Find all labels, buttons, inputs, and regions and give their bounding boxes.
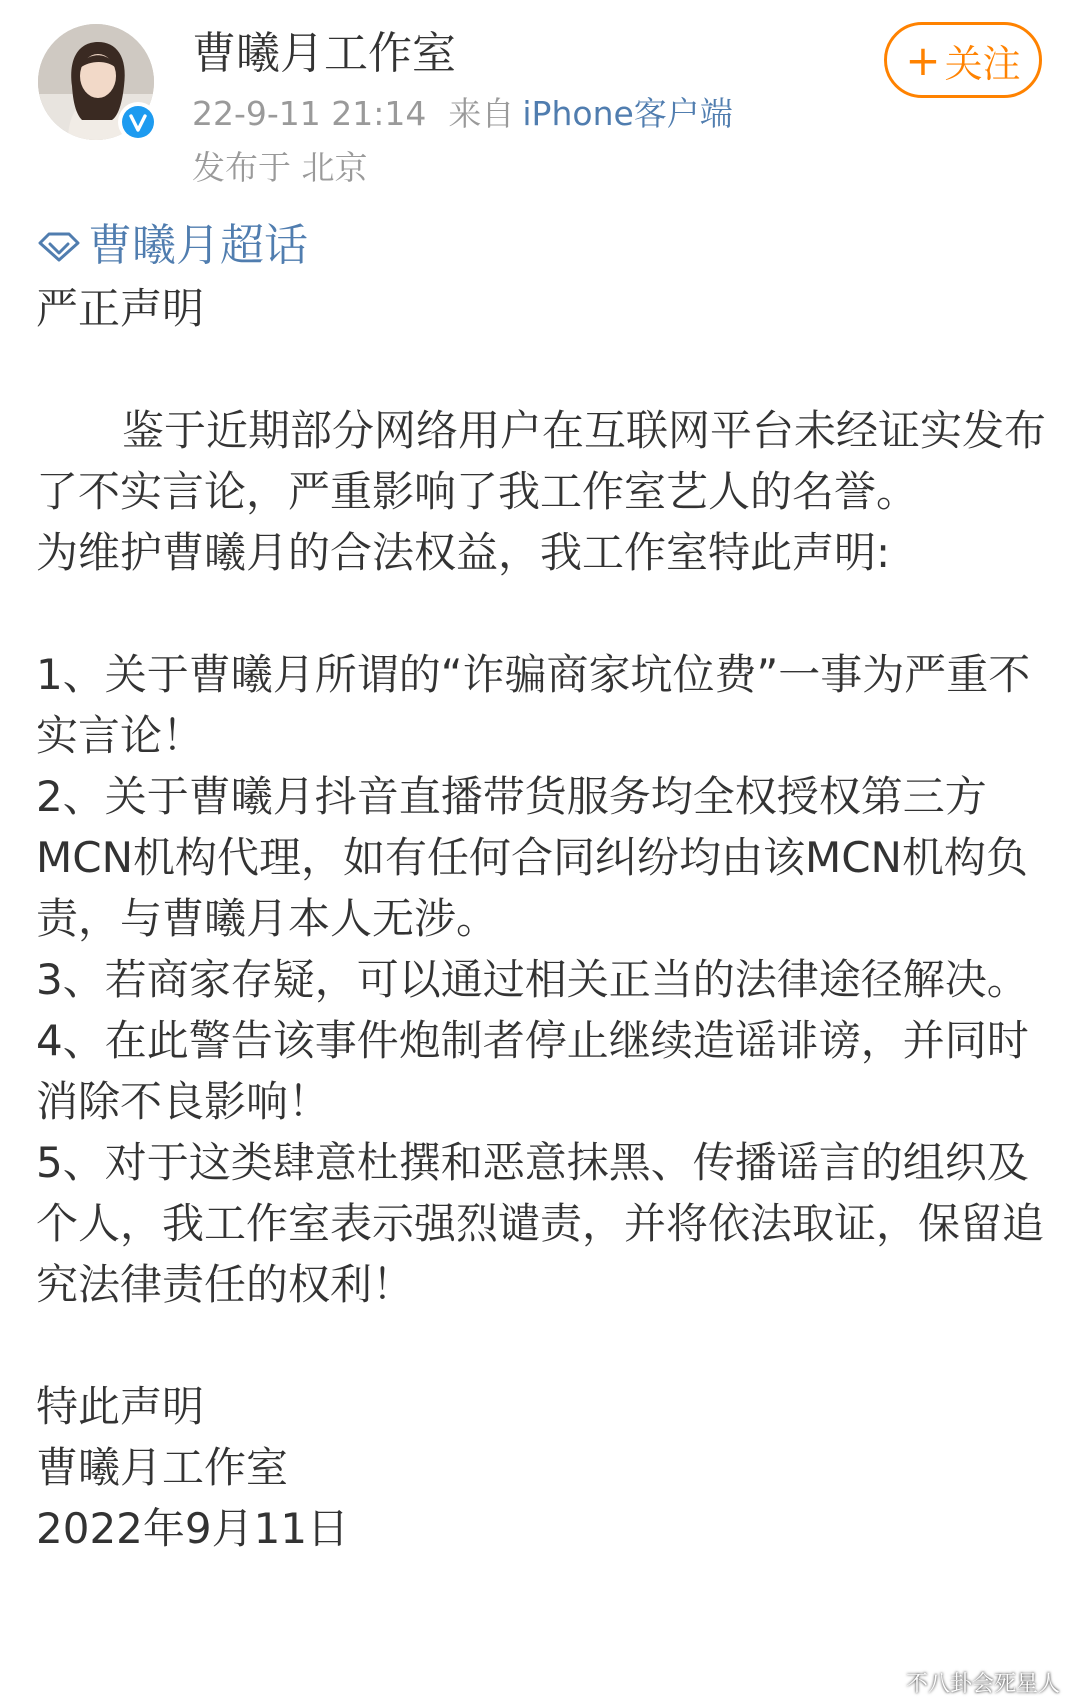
post-timestamp: 22-9-11 21:14 [192, 94, 427, 133]
super-topic-link[interactable] [36, 218, 308, 274]
verified-badge-icon [118, 102, 158, 142]
watermark: 不八卦会死星人 [905, 1672, 1060, 1697]
source-device-link[interactable]: iPhone客户端 [522, 94, 733, 133]
source-prefix: 来自 [448, 94, 515, 133]
post-location: 发布于 北京 [192, 148, 368, 187]
blank-line [36, 1315, 1046, 1376]
plus-icon: + [905, 35, 941, 85]
blank-line [36, 583, 1046, 644]
post-meta [192, 92, 733, 136]
blank-line [36, 339, 1046, 400]
statement-item-3: 3、若商家存疑，可以通过相关正当的法律途径解决。 [36, 955, 1029, 1004]
statement-paragraph-2: 为维护曹曦月的合法权益，我工作室特此声明: [36, 528, 891, 577]
post-body [36, 278, 1046, 1559]
statement-title: 严正声明 [36, 284, 205, 333]
statement-paragraph-1: 鉴于近期部分网络用户在互联网平台未经证实发布了不实言论，严重影响了我工作室艺人的名誉。 [36, 406, 1047, 516]
follow-label: 关注 [944, 41, 1021, 86]
statement-item-2: 2、关于曹曦月抖音直播带货服务均全权授权第三方MCN机构代理，如有任何合同纠纷均由该MCN机构负责，与曹曦月本人无涉。 [36, 772, 1028, 943]
super-topic-label: 曹曦月超话 [88, 220, 308, 271]
diamond-icon [36, 229, 82, 263]
statement-closing: 特此声明 [36, 1382, 205, 1431]
statement-date: 2022年9月11日 [36, 1504, 350, 1553]
statement-signature: 曹曦月工作室 [36, 1443, 289, 1492]
follow-button[interactable] [884, 22, 1042, 98]
statement-item-5: 5、对于这类肆意杜撰和恶意抹黑、传播谣言的组织及个人，我工作室表示强烈谴责，并将依法取证，保留追究法律责任的权利！ [36, 1138, 1045, 1309]
statement-item-4: 4、在此警告该事件炮制者停止继续造谣诽谤，并同时消除不良影响！ [36, 1016, 1029, 1126]
statement-item-1: 1、关于曹曦月所谓的“诈骗商家坑位费”一事为严重不实言论！ [36, 650, 1031, 760]
author-name[interactable]: 曹曦月工作室 [192, 28, 456, 79]
